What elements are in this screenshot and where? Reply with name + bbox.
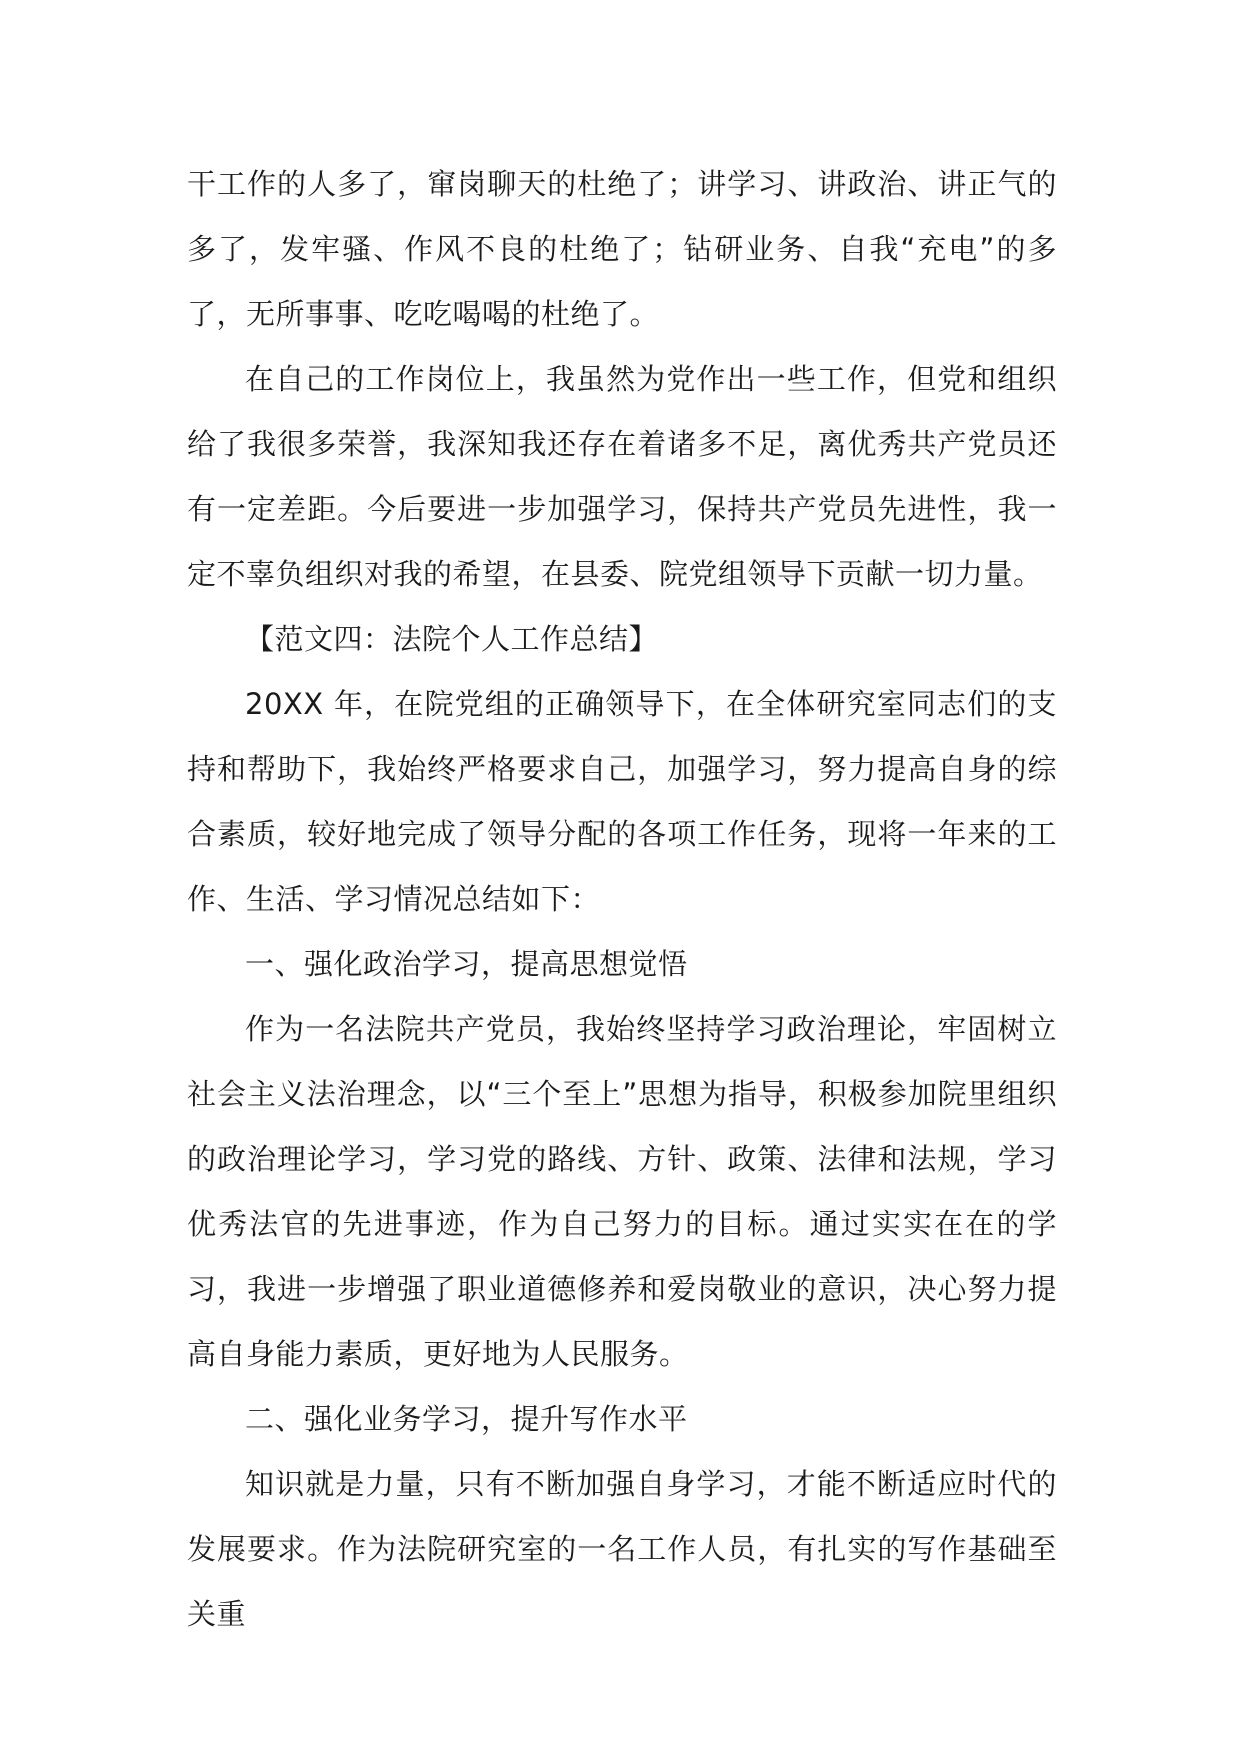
paragraph-8: 知识就是力量，只有不断加强自身学习，才能不断适应时代的发展要求。作为法院研究室的一名工作人员，有扎实的写作基础至关重	[187, 1467, 1057, 1631]
heading-1-political-study: 一、强化政治学习，提高思想觉悟	[245, 947, 688, 981]
paragraph-2: 在自己的工作岗位上，我虽然为党作出一些工作，但党和组织给了我很多荣誉，我深知我还存在着诸多不足，离优秀共产党员还有一定差距。今后要进一步加强学习，保持共产党员先进性，我一定不辜负组织对我的希望，在县委、院党组领导下贡献一切力量。	[187, 362, 1057, 591]
section-title-fanwen-4: 【范文四：法院个人工作总结】	[245, 622, 659, 656]
heading-2-business-study: 二、强化业务学习，提升写作水平	[245, 1402, 688, 1436]
document-body	[187, 152, 1057, 1647]
paragraph-6: 作为一名法院共产党员，我始终坚持学习政治理论，牢固树立社会主义法治理念，以“三个至上”思想为指导，积极参加院里组织的政治理论学习，学习党的路线、方针、政策、法律和法规，学习优秀法官的先进事迹，作为自己努力的目标。通过实实在在的学习，我进一步增强了职业道德修养和爱岗敬业的意识，决心努力提高自身能力素质，更好地为人民服务。	[187, 1012, 1057, 1371]
paragraph-4: 20XX 年，在院党组的正确领导下，在全体研究室同志们的支持和帮助下，我始终严格要求自己，加强学习，努力提高自身的综合素质，较好地完成了领导分配的各项工作任务，现将一年来的工作、生活、学习情况总结如下：	[187, 687, 1057, 916]
paragraph-1: 干工作的人多了，窜岗聊天的杜绝了；讲学习、讲政治、讲正气的多了，发牢骚、作风不良的杜绝了；钻研业务、自我“充电”的多了，无所事事、吃吃喝喝的杜绝了。	[187, 167, 1057, 331]
